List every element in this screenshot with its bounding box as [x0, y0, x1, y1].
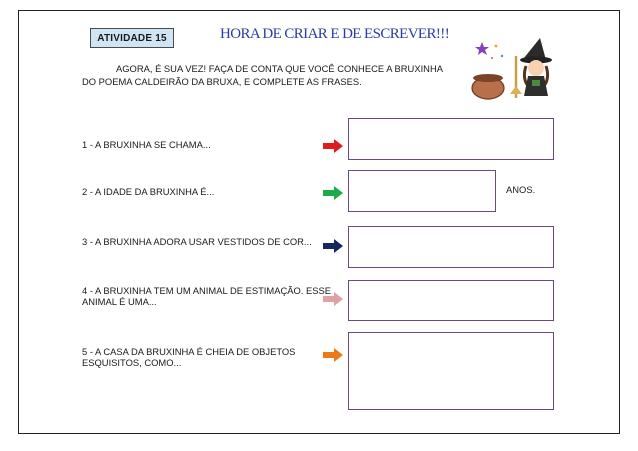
star-icon	[475, 42, 489, 55]
arrow-right-icon	[322, 138, 344, 154]
arrow-right-icon	[322, 185, 344, 201]
worksheet-title: HORA DE CRIAR E DE ESCREVER!!!	[220, 26, 450, 42]
activity-badge: ATIVIDADE 15	[90, 28, 174, 48]
answer-box-1[interactable]	[348, 118, 554, 160]
age-unit-label: ANOS.	[506, 184, 536, 195]
arrow-right-icon	[322, 291, 344, 307]
intro-line-1: AGORA, É SUA VEZ! FAÇA DE CONTA QUE VOCÊ CONHECE A BRUXINHA	[116, 63, 443, 74]
answer-box-3[interactable]	[348, 226, 554, 268]
question-5-label: 5 - A CASA DA BRUXINHA É CHEIA DE OBJETOS ESQUISITOS, COMO...	[82, 346, 296, 368]
answer-box-4[interactable]	[348, 280, 554, 321]
question-1-label: 1 - A BRUXINHA SE CHAMA...	[82, 139, 211, 150]
answer-box-5[interactable]	[348, 332, 554, 410]
witch-icon	[528, 60, 544, 76]
intro-line-2: DO POEMA CALDEIRÃO DA BRUXA, E COMPLETE AS FRASES.	[82, 76, 362, 87]
answer-box-2[interactable]	[348, 170, 496, 212]
arrow-right-icon	[322, 347, 344, 363]
intro-text	[82, 62, 482, 88]
question-2-label: 2 - A IDADE DA BRUXINHA É...	[82, 186, 215, 197]
arrow-right-icon	[322, 238, 344, 254]
witch-cauldron-illustration	[466, 36, 558, 100]
question-3-label: 3 - A BRUXINHA ADORA USAR VESTIDOS DE COR...	[82, 236, 312, 247]
question-4-label: 4 - A BRUXINHA TEM UM ANIMAL DE ESTIMAÇÃO. ESSE ANIMAL É UMA...	[82, 285, 332, 307]
